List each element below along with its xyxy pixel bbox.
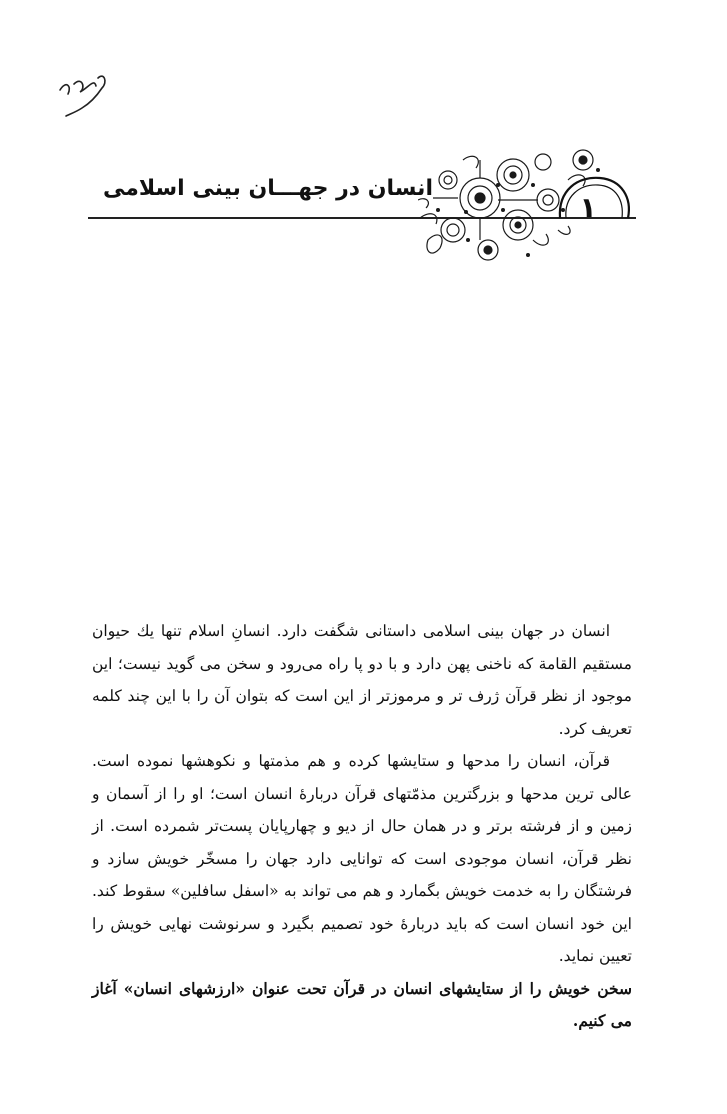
handwritten-number-scribble: [52, 68, 122, 123]
chapter-number: ۱: [579, 191, 597, 224]
chapter-header: [88, 140, 648, 270]
paragraph-3: سخن خویش را از ستایشهای انسان در قرآن تحت عنوان «ارزشهای انسان» آغاز می کنیم.: [92, 978, 632, 1030]
chapter-title: انسان در جهـــان بینی اسلامی: [102, 176, 433, 201]
paragraph-2: قرآن، انسان را مدحها و ستایشها کرده و هم مذمتها و نکوهشها نموده است. عالی ترین مدحها و بزرگترین مذمّتهای قرآن دربارهٔ انسان است؛ او را از آسمان و زمین و از فرشته برتر و در همان حال از دیو و چهارپایان پست‌تر شمرده است. از نظر قرآن، انسان موجودی است که توانایی دارد جهان را مسخّر خویش سازد و فرشتگان را به خدمت خویش بگمارد و هم می تواند به «اسفل سافلین» سقوط کند. این خود انسان است که باید دربارهٔ خود تصمیم بگیرد و سرنوشت نهایی خویش را تعیین نماید.: [92, 752, 632, 965]
paragraph-1: انسان در جهان بینی اسلامی داستانی شگفت دارد. انسانِ اسلام تنها یك حیوان مستقیم القامة که ناخنی پهن دارد و با دو پا راه می‌رود و سخن می گوید نیست؛ این موجود از نظر قرآن ژرف تر و مرموزتر از این است که بتوان آن را با این چند کلمه تعریف کرد.: [92, 622, 632, 738]
body-text: [92, 615, 632, 1038]
handwritten-page-number: [52, 68, 122, 123]
